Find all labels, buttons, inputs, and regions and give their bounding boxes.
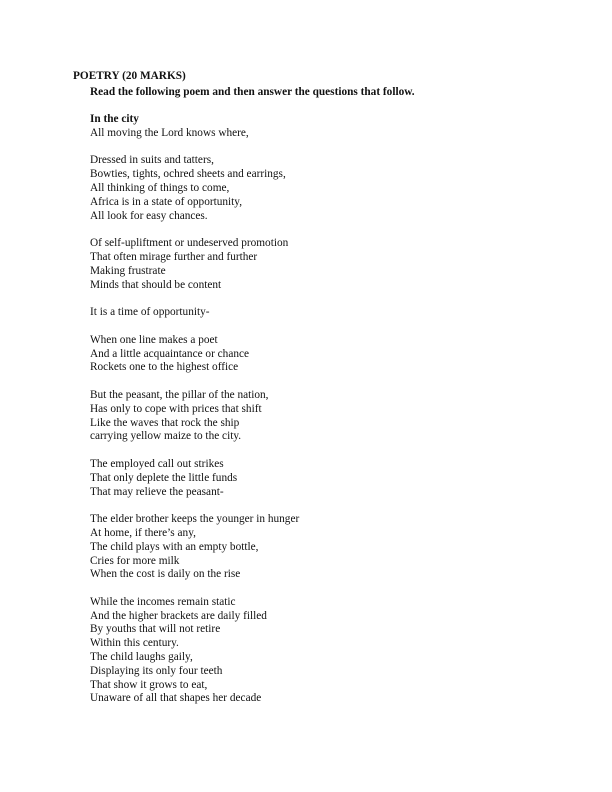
stanza	[90, 389, 299, 444]
poem-line: Making frustrate	[90, 264, 166, 277]
poem-line: At home, if there’s any,	[90, 526, 196, 539]
poem-line: All look for easy chances.	[90, 209, 208, 222]
poem-line: While the incomes remain static	[90, 595, 236, 608]
poem-line: Displaying its only four teeth	[90, 664, 223, 677]
poem-line: And the higher brackets are daily filled	[90, 609, 267, 622]
poem-line: The elder brother keeps the younger in hunger	[90, 513, 300, 526]
poem-line: Dressed in suits and tatters,	[90, 154, 214, 167]
poem-line: That show it grows to eat,	[90, 678, 208, 691]
stanza	[90, 334, 299, 375]
poem-line: When the cost is daily on the rise	[90, 568, 241, 581]
poem-line: Has only to cope with prices that shift	[90, 402, 262, 415]
poem-line: That only deplete the little funds	[90, 471, 238, 484]
poem-line: Minds that should be content	[90, 278, 222, 291]
poem-line: Rockets one to the highest office	[90, 361, 239, 374]
stanza	[90, 154, 299, 223]
poem-line: Cries for more milk	[90, 554, 180, 567]
poem	[90, 113, 299, 720]
stanza	[90, 596, 299, 706]
poem-line: The child laughs gaily,	[90, 651, 193, 664]
section-heading: POETRY (20 MARKS)	[73, 70, 186, 82]
poem-line: But the peasant, the pillar of the nation,	[90, 388, 269, 401]
poem-line: The child plays with an empty bottle,	[90, 540, 259, 553]
instruction-text: Read the following poem and then answer the questions that follow.	[90, 86, 415, 98]
poem-body	[90, 127, 299, 706]
poem-line: It is a time of opportunity-	[90, 306, 210, 319]
poem-line: Africa is in a state of opportunity,	[90, 195, 243, 208]
stanza	[90, 237, 299, 292]
poem-line: That often mirage further and further	[90, 250, 258, 263]
poem-line: Unaware of all that shapes her decade	[90, 692, 262, 705]
poem-title: In the city	[90, 113, 139, 125]
stanza	[90, 127, 299, 141]
poem-line: Like the waves that rock the ship	[90, 416, 240, 429]
poem-line: All thinking of things to come,	[90, 181, 230, 194]
poem-line: By youths that will not retire	[90, 623, 221, 636]
poem-line: Of self-upliftment or undeserved promotion	[90, 237, 289, 250]
poem-line: And a little acquaintance or chance	[90, 347, 250, 360]
poem-line: That may relieve the peasant-	[90, 485, 224, 498]
poem-line: All moving the Lord knows where,	[90, 126, 249, 139]
poem-line: The employed call out strikes	[90, 457, 224, 470]
stanza	[90, 306, 299, 320]
stanza	[90, 513, 299, 582]
poem-line: carrying yellow maize to the city.	[90, 430, 242, 443]
poem-line: Bowties, tights, ochred sheets and earrings,	[90, 168, 286, 181]
poem-line: Within this century.	[90, 637, 179, 650]
stanza	[90, 458, 299, 499]
poem-line: When one line makes a poet	[90, 333, 218, 346]
